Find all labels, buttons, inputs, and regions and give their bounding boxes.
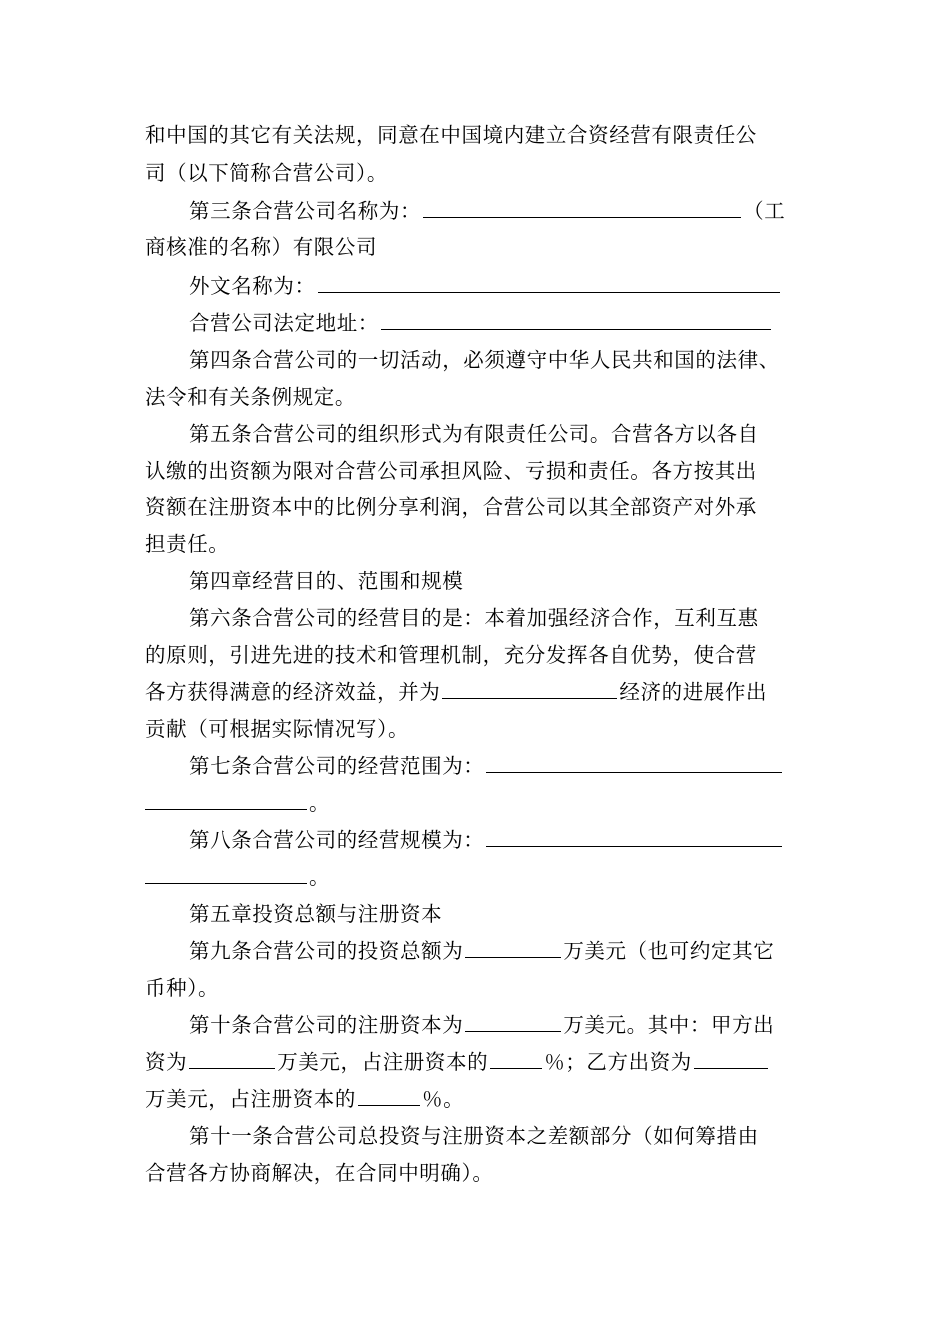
text: 外文名称为： [189,274,316,298]
text-line [145,674,767,710]
text: 第九条合营公司的投资总额为 [189,939,464,963]
text: 币种）。 [145,976,220,1000]
text: 合营各方协商解决，在合同中明确）。 [145,1161,494,1185]
text: 第八条合营公司的经营规模为： [189,828,485,852]
text-line [145,453,757,489]
text: 第十条合营公司的注册资本为 [189,1013,464,1037]
text-line [145,785,330,821]
legal-address-line [189,305,773,341]
text-line [145,526,229,562]
text-line [145,859,330,895]
text: 第四条合营公司的一切活动，必须遵守中华人民共和国的法律、 [189,348,780,372]
text-line [145,970,219,1006]
text: 各方获得满意的经济效益，并为 [145,680,441,704]
legal-address-blank[interactable] [381,307,771,330]
text-line [145,229,377,265]
text-line [145,117,757,153]
text: 资额在注册资本中的比例分享利润，合营公司以其全部资产对外承 [145,495,757,519]
text-line [145,1155,493,1191]
text: 第四章经营目的、范围和规模 [189,569,464,593]
party-a-percent-blank[interactable] [490,1046,542,1069]
text: ％。 [422,1087,465,1111]
text: 的原则，引进先进的技术和管理机制，充分发挥各自优势，使合营 [145,643,757,667]
text: 商核准的名称）有限公司 [145,235,378,259]
article-11-line [189,1118,759,1154]
chapter-4-heading [189,563,463,599]
company-name-blank[interactable] [423,195,741,218]
party-b-amount-blank[interactable] [694,1046,768,1069]
registered-capital-blank[interactable] [465,1009,561,1032]
article-9-line [189,933,774,969]
text: 第三条合营公司名称为： [189,199,422,223]
text-line [145,155,388,191]
foreign-name-line [189,268,782,304]
text: 司（以下简称合营公司）。 [145,161,388,185]
text: 。 [309,865,331,889]
text: 万美元，占注册资本的 [145,1087,356,1111]
text: 和中国的其它有关法规，同意在中国境内建立合资经营有限责任公 [145,123,757,147]
text: 第十一条合营公司总投资与注册资本之差额部分（如何筹措由 [189,1124,759,1148]
text-line [145,1081,464,1117]
text: 法令和有关条例规定。 [145,385,356,409]
text-line [145,637,757,673]
article-6-line [189,600,759,636]
text-line [145,379,356,415]
article-8-line [189,822,784,858]
text: 认缴的出资额为限对合营公司承担风险、亏损和责任。各方按其出 [145,459,757,483]
article-7-line [189,748,784,784]
article-3-line [189,193,785,229]
text: ％；乙方出资为 [544,1050,692,1074]
text: （工 [743,199,786,223]
text: 。 [309,791,331,815]
business-scope-blank[interactable] [486,750,782,773]
text: 合营公司法定地址： [189,311,379,335]
text: 第六条合营公司的经营目的是：本着加强经济合作，互利互惠 [189,606,759,630]
article-5-line [189,416,759,452]
text-line [145,489,757,525]
text: 第五章投资总额与注册资本 [189,902,443,926]
party-b-percent-blank[interactable] [358,1083,420,1106]
text: 第五条合营公司的组织形式为有限责任公司。合营各方以各自 [189,422,759,446]
economy-blank[interactable] [442,676,617,699]
business-scale-blank[interactable] [486,824,782,847]
text: 万美元。其中：甲方出 [563,1013,775,1037]
foreign-name-blank[interactable] [318,270,780,293]
business-scope-blank-2[interactable] [145,787,307,810]
text: 第七条合营公司的经营范围为： [189,754,485,778]
business-scale-blank-2[interactable] [145,861,307,884]
text: 资为 [145,1050,188,1074]
article-10-line [189,1007,774,1043]
article-4-line [189,342,780,378]
text: 担责任。 [145,532,230,556]
text: 万美元（也可约定其它 [563,939,775,963]
chapter-5-heading [189,896,442,932]
total-investment-blank[interactable] [465,935,561,958]
text-line [145,711,409,747]
text: 经济的进展作出 [619,680,768,704]
text-line [145,1044,770,1080]
text: 贡献（可根据实际情况写）。 [145,717,410,741]
text: 万美元，占注册资本的 [277,1050,489,1074]
party-a-amount-blank[interactable] [189,1046,275,1069]
